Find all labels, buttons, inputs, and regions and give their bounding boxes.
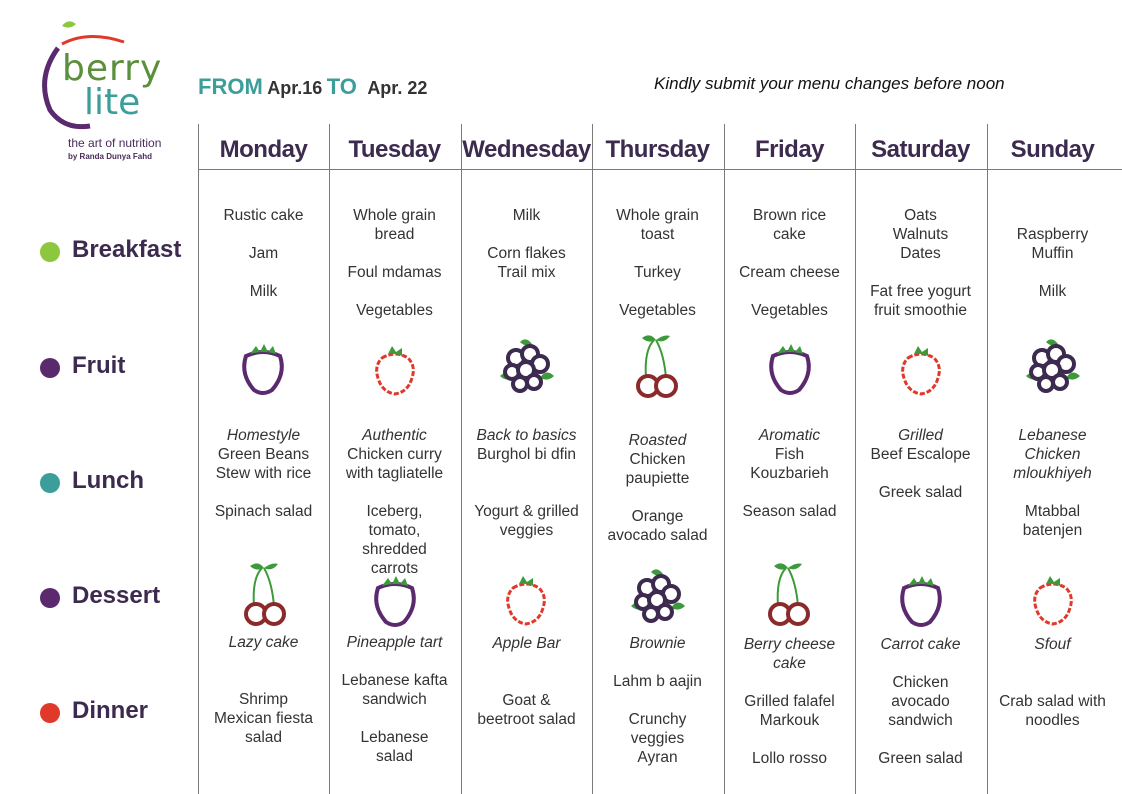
header-divider <box>198 169 1122 170</box>
lunch-monday: Homestyle Green Beans Stew with rice Spinach salad <box>214 427 313 520</box>
date-range <box>198 74 427 100</box>
dinner-saturday: Chicken avocado sandwich Green salad <box>878 674 963 767</box>
lunch-thursday: Roasted Chicken paupiette Orange avocado salad <box>607 432 708 544</box>
lunch-tuesday: Authentic Chicken curry with tagliatelle Iceberg, tomato, shredded carrots <box>345 427 444 577</box>
day-saturday: Saturday <box>871 136 970 163</box>
cherry-icon <box>230 560 300 630</box>
breakfast-monday: Rustic cake Jam Milk <box>223 207 304 300</box>
raspberry-icon <box>491 564 561 634</box>
to-date: Apr. 22 <box>367 78 428 98</box>
breakfast-dot-icon <box>40 242 60 262</box>
notice-text: Kindly submit your menu changes before noon <box>654 74 1005 93</box>
raspberry-icon <box>886 334 956 404</box>
day-tuesday: Tuesday <box>348 136 441 163</box>
dinner-monday: Shrimp Mexican fiesta salad <box>213 691 314 746</box>
dessert-saturday: Carrot cake <box>880 636 961 653</box>
logo-byline: by Randa Dunya Fahd <box>68 152 153 161</box>
from-label: FROM <box>198 74 263 99</box>
breakfast-friday: Brown rice cake Cream cheese Vegetables <box>739 207 840 319</box>
breakfast-sunday: Raspberry Muffin Milk <box>1016 226 1089 300</box>
day-sunday: Sunday <box>1010 136 1095 163</box>
blueberry-icon <box>492 332 562 402</box>
day-thursday: Thursday <box>605 136 710 163</box>
logo-tagline: the art of nutrition <box>68 136 162 150</box>
dessert-monday: Lazy cake <box>228 634 299 651</box>
strawberry-icon <box>228 334 298 404</box>
logo <box>28 18 168 168</box>
strawberry-icon <box>886 566 956 636</box>
cherry-icon <box>754 560 824 630</box>
dessert-thursday: Brownie <box>629 635 686 652</box>
breakfast-thursday: Whole grain toast Turkey Vegetables <box>616 207 699 319</box>
cherry-icon <box>622 332 692 402</box>
dessert-dot-icon <box>40 588 60 608</box>
dinner-wednesday: Goat & beetroot salad <box>477 692 576 728</box>
from-date: Apr.16 <box>267 78 323 98</box>
lunch-saturday: Grilled Beef Escalope Greek salad <box>870 427 971 501</box>
lunch-friday: Aromatic Fish Kouzbarieh Season salad <box>742 427 837 520</box>
lunch-wednesday: Back to basics Burghol bi dfin Yogurt & grilled veggies <box>474 427 579 539</box>
dessert-sunday: Sfouf <box>1034 636 1071 653</box>
day-friday: Friday <box>754 136 825 163</box>
breakfast-tuesday: Whole grain bread Foul mdamas Vegetables <box>347 207 442 319</box>
dessert-friday: Berry cheese cake <box>743 636 836 672</box>
breakfast-saturday: Oats Walnuts Dates Fat free yogurt fruit smoothie <box>870 207 971 319</box>
dessert-wednesday: Apple Bar <box>492 635 561 652</box>
dinner-tuesday: Lebanese kafta sandwich Lebanese salad <box>341 672 448 765</box>
day-monday: Monday <box>219 136 308 163</box>
logo-lite-text: lite <box>84 82 141 123</box>
day-wednesday: Wednesday <box>462 136 591 163</box>
blueberry-icon <box>623 562 693 632</box>
raspberry-icon <box>360 334 430 404</box>
strawberry-icon <box>360 566 430 636</box>
to-label: TO <box>326 74 357 99</box>
logo-berry-text: berry <box>62 48 163 89</box>
breakfast-wednesday: Milk Corn flakes Trail mix <box>487 207 566 281</box>
dinner-thursday: Lahm b aajin Crunchy veggies Ayran <box>613 673 702 766</box>
dessert-tuesday: Pineapple tart <box>346 634 443 651</box>
lunch-dot-icon <box>40 473 60 493</box>
blueberry-icon <box>1018 332 1088 402</box>
dinner-friday: Grilled falafel Markouk Lollo rosso <box>744 693 835 767</box>
strawberry-icon <box>755 334 825 404</box>
lunch-sunday: Lebanese Chicken mloukhiyeh Mtabbal batenjen <box>1013 427 1092 539</box>
dinner-dot-icon <box>40 703 60 723</box>
raspberry-icon <box>1018 564 1088 634</box>
dinner-sunday: Crab salad with noodles <box>999 693 1106 729</box>
fruit-dot-icon <box>40 358 60 378</box>
